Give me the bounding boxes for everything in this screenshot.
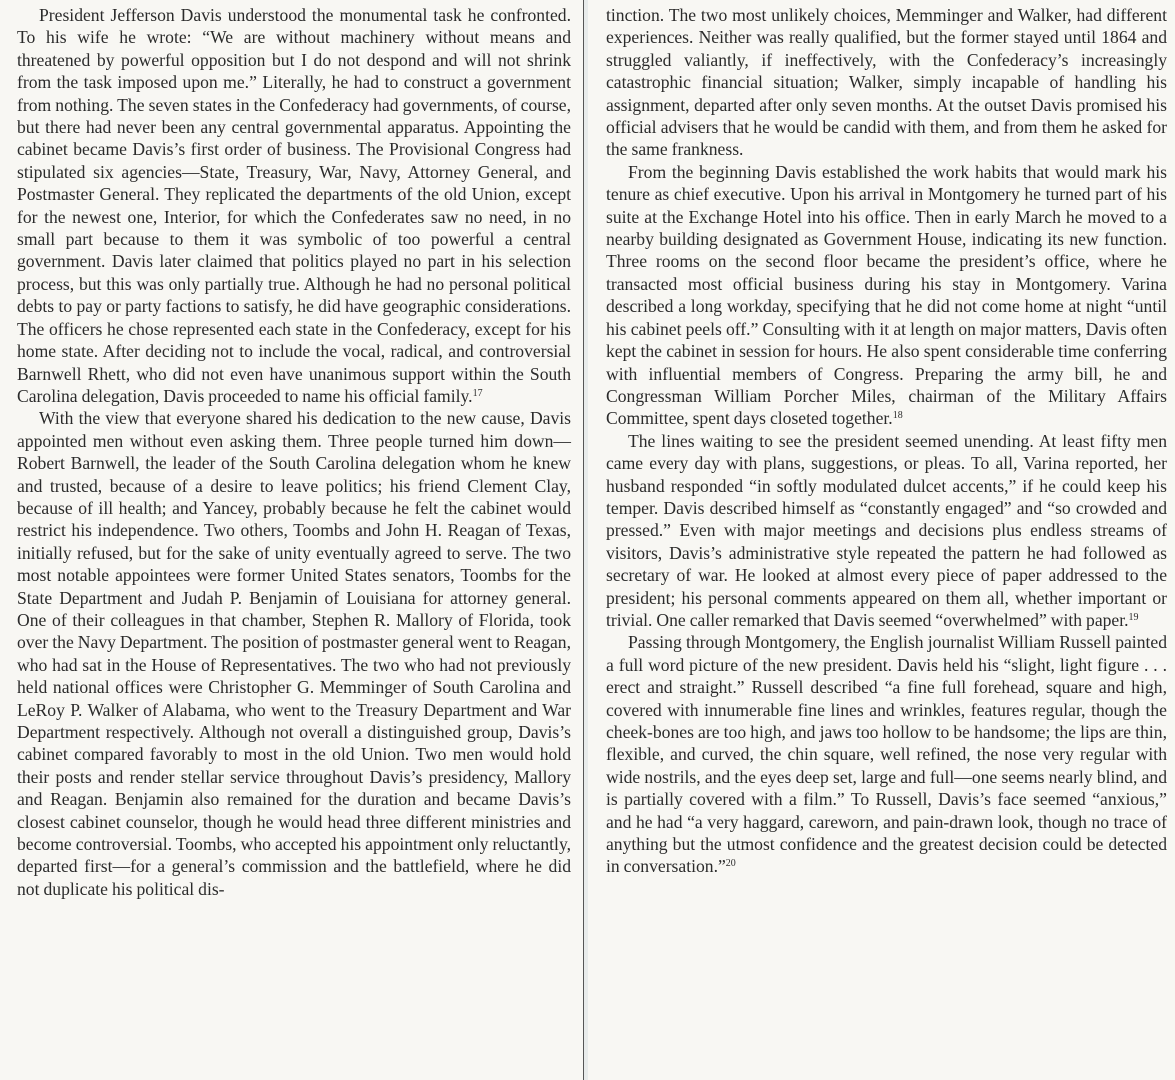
paragraph (17, 4, 571, 407)
footnote-marker: 17 (472, 387, 483, 399)
paragraph-text: The lines waiting to see the president seemed unending. At least fifty men came every day with plans, suggestions, or pleas. To all, Varina reported, her husband responded “in softly modulated dulcet accents,” if he could keep his temper. Davis described himself as “constantly engaged” and “so crowded and pressed.” Even with major meetings and decisions plus endless streams of visitors, Davis’s administrative style repeated the pattern he had followed as secretary of war. He looked at almost every piece of paper addressed to the president; his personal comments appeared on them all, whether important or trivial. One caller remarked that Davis seemed “overwhelmed” with paper. (606, 430, 1167, 630)
paragraph-text: tinction. The two most unlikely choices, Memminger and Walker, had different experiences. Neither was really qualified, but the former stayed until 1864 and struggled valiantly, if ineffectively, with the Confederacy’s increasingly catastrophic financial situation; Walker, simply incapable of handling his assignment, departed after only seven months. At the outset Davis promised his official advisers that he would be candid with them, and from them he asked for the same frankness. (606, 5, 1167, 160)
footnote-marker: 19 (1128, 611, 1139, 623)
paragraph (17, 407, 571, 900)
right-page (588, 0, 1175, 1080)
paragraph-text: With the view that everyone shared his dedication to the new cause, Davis appointed men without even asking them. Three people turned him down—Robert Barnwell, the leader of the South Carolina delegation whom he knew and trusted, because of a desire to leave politics; his friend Clement Clay, because of ill health; and Yancey, probably because he felt the cabinet would restrict his independence. Two others, Toombs and John H. Reagan of Texas, initially refused, but for the sake of unity eventually agreed to serve. The two most notable appointees were former United States senators, Toombs for the State Department and Judah P. Benjamin of Louisiana for attorney general. One of their colleagues in that chamber, Stephen R. Mallory of Florida, took over the Navy Department. The position of postmaster general went to Reagan, who had sat in the House of Representatives. The two who had not previously held national offices were Christopher G. Memminger of South Carolina and LeRoy P. Walker of Alabama, who went to the Treasury Department and War Department respectively. Although not overall a distinguished group, Davis’s cabinet compared favorably to most in the old Union. Two men would hold their posts and render stellar service throughout Davis’s presidency, Mallory and Reagan. Benjamin also remained for the duration and became Davis’s closest cabinet counselor, though he would head three different ministries and become controversial. Toombs, who accepted his appointment only reluctantly, departed first—for a general’s commission and the battlefield, where he did not duplicate his political dis- (17, 408, 571, 899)
paragraph (606, 631, 1167, 877)
paragraph (606, 430, 1167, 632)
paragraph (606, 4, 1167, 161)
paragraph-text: Passing through Montgomery, the English journalist William Russell painted a full word picture of the new president. Davis held his “slight, light figure . . . erect and straight.” Russell described “a fine full forehead, square and high, covered with innumerable fine lines and wrinkles, features regular, though the cheek-bones are too high, and jaws too hollow to be handsome; the lips are thin, flexible, and curved, the chin square, well refined, the nose very regular with wide nostrils, and the eyes deep set, large and full—one seems nearly blind, and is partially covered with a film.” To Russell, Davis’s face seemed “anxious,” and he had “a very haggard, careworn, and pain-drawn look, though no trace of anything but the utmost confidence and the greatest decision could be detected in conversation.” (606, 632, 1167, 877)
paragraph (606, 161, 1167, 430)
paragraph-text: President Jefferson Davis understood the monumental task he confronted. To his wife he wrote: “We are without machinery without means and threatened by powerful opposition but I do not despond and will not shrink from the task imposed upon me.” Literally, he had to construct a government from nothing. The seven states in the Confederacy had governments, of course, but there had never been any central governmental apparatus. Appointing the cabinet became Davis’s first order of business. The Provisional Congress had stipulated six agencies—State, Treasury, War, Navy, Attorney General, and Postmaster General. They replicated the departments of the old Union, except for the newest one, Interior, for which the Confederates saw no need, in no small part because to them it was symbolic of too powerful a central government. Davis later claimed that politics played no part in his selection process, but this was only partially true. Although he had no personal political debts to pay or party factions to satisfy, he did have geographic considerations. The officers he chose represented each state in the Confederacy, except for his home state. After deciding not to include the vocal, radical, and controversial Barnwell Rhett, who did not even have unanimous support within the South Carolina delegation, Davis proceeded to name his official family. (17, 5, 571, 406)
left-page (0, 0, 583, 1080)
paragraph-text: From the beginning Davis established the work habits that would mark his tenure as chief executive. Upon his arrival in Montgomery he turned part of his suite at the Exchange Hotel into his office. Then in early March he moved to a nearby building designated as Government House, indicating its new function. Three rooms on the second floor became the president’s office, where he transacted most official business during his stay in Montgomery. Varina described a long workday, specifying that he did not come home at night “until his cabinet peels off.” Consulting with it at length on major matters, Davis often kept the cabinet in session for hours. He also spent considerable time conferring with influential members of Congress. Preparing the army bill, he and Congressman William Porcher Miles, chairman of the Military Affairs Committee, spent days closeted together. (606, 161, 1167, 429)
footnote-marker: 20 (725, 858, 736, 870)
footnote-marker: 18 (892, 410, 903, 422)
